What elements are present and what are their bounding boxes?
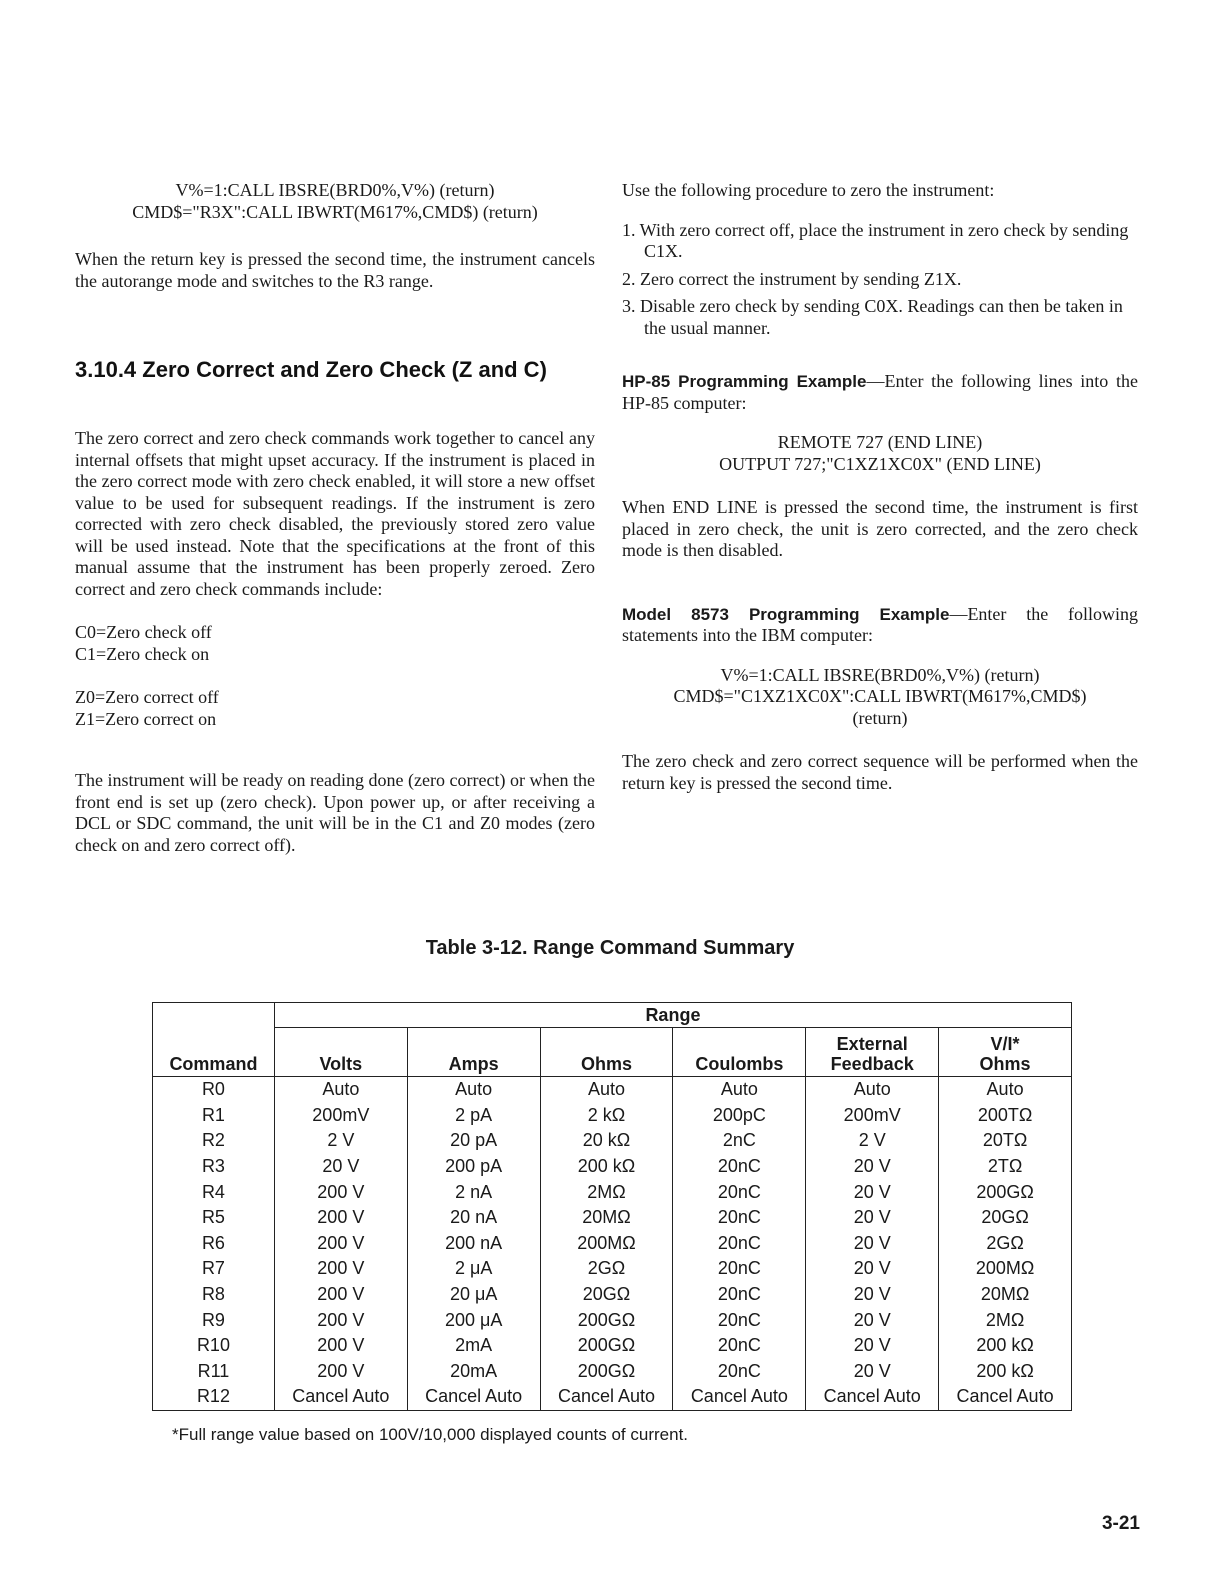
table-row	[153, 1256, 1072, 1282]
table-cell: 200 kΩ	[939, 1333, 1072, 1359]
table-cell: 20nC	[673, 1307, 806, 1333]
table-cell-command: R7	[153, 1256, 275, 1282]
table-cell: 20 nA	[407, 1205, 540, 1231]
table-cell: 200 kΩ	[540, 1154, 673, 1180]
command-list-zero-correct	[75, 687, 595, 730]
table-cell: 200mV	[806, 1103, 939, 1129]
table-cell: Auto	[274, 1077, 407, 1103]
model8573-example-title: Model 8573 Programming Example	[622, 604, 950, 624]
table-cell: 20mA	[407, 1359, 540, 1385]
hp85-example-text: —Enter the following lines into the HP-85 computer:	[622, 371, 1138, 413]
code-line: V%=1:CALL IBSRE(BRD0%,V%) (return)	[175, 180, 495, 200]
table-cell: 2MΩ	[939, 1307, 1072, 1333]
table-cell: 200GΩ	[939, 1179, 1072, 1205]
table-cell: 2 kΩ	[540, 1103, 673, 1129]
table-cell: 200 V	[274, 1359, 407, 1385]
paragraph-ready-state: The instrument will be ready on reading done (zero correct) or when the front end is set up (zero check). Upon power up, or after receiving a DCL or SDC command, the unit will be in the C1 and Z0 modes (zero check on and zero correct off).	[75, 770, 595, 855]
table-cell: 20GΩ	[939, 1205, 1072, 1231]
header-line: V/I*	[990, 1034, 1020, 1054]
model8573-example	[622, 604, 1138, 647]
procedure-steps	[622, 220, 1138, 340]
page-number: 3-21	[1101, 1513, 1140, 1534]
procedure-step: 2. Zero correct the instrument by sending Z1X.	[622, 268, 962, 289]
table-cell: 20 V	[806, 1231, 939, 1257]
table-cell: 2mA	[407, 1333, 540, 1359]
table-cell-command: R0	[153, 1077, 275, 1103]
column-header-amps: Amps	[407, 1028, 540, 1077]
code-line: CMD$="R3X":CALL IBWRT(M617%,CMD$) (return)	[132, 201, 538, 222]
table-cell: Cancel Auto	[274, 1384, 407, 1410]
table-cell-command: R9	[153, 1307, 275, 1333]
code-block-r3	[75, 180, 595, 223]
table-cell: 20 V	[274, 1154, 407, 1180]
table-cell: 200 kΩ	[939, 1359, 1072, 1385]
table-header-row	[153, 1028, 1072, 1077]
table-cell: 200 V	[274, 1256, 407, 1282]
table-cell: 2 μA	[407, 1256, 540, 1282]
paragraph-zero-description: The zero correct and zero check commands work together to cancel any internal offsets that might upset accuracy. If the instrument is placed in the zero correct mode with zero check enabled, it will store a new offset value to be used for subsequent readings. If the instrument is zero corrected with zero check disabled, the previously stored zero value will be used instead. Note that the specifications at the front of this manual assume that the instrument has been properly zeroed. Zero correct and zero check commands include:	[75, 428, 595, 599]
table-cell-command: R5	[153, 1205, 275, 1231]
table-row	[153, 1205, 1072, 1231]
model8573-example-text: —Enter the following statements into the IBM computer:	[622, 603, 1138, 645]
table-cell: Cancel Auto	[806, 1384, 939, 1410]
table-cell: 2 nA	[407, 1179, 540, 1205]
table-cell: 200 nA	[407, 1231, 540, 1257]
table-row	[153, 1333, 1072, 1359]
table-row	[153, 1103, 1072, 1129]
command-list-zero-check	[75, 622, 595, 665]
table-cell: 20 V	[806, 1282, 939, 1308]
table-cell: 2GΩ	[540, 1256, 673, 1282]
left-column	[75, 180, 595, 292]
table-cell: Cancel Auto	[673, 1384, 806, 1410]
header-line: Ohms	[979, 1054, 1031, 1074]
table-cell: 2 V	[806, 1128, 939, 1154]
table-cell: 20 kΩ	[540, 1128, 673, 1154]
header-line: External	[836, 1034, 908, 1054]
table-row	[153, 1128, 1072, 1154]
table-cell: 200 V	[274, 1205, 407, 1231]
column-header-external-feedback	[806, 1028, 939, 1077]
code-line: (return)	[852, 707, 908, 728]
header-line: Feedback	[830, 1054, 914, 1074]
table-cell: 20 V	[806, 1154, 939, 1180]
table-cell: 20MΩ	[540, 1205, 673, 1231]
table-cell: 20GΩ	[540, 1282, 673, 1308]
table-cell: 200TΩ	[939, 1103, 1072, 1129]
table-cell: Cancel Auto	[939, 1384, 1072, 1410]
table-cell: Auto	[806, 1077, 939, 1103]
table-cell-command: R4	[153, 1179, 275, 1205]
table-cell: 200GΩ	[540, 1359, 673, 1385]
table-footnote: *Full range value based on 100V/10,000 displayed counts of current.	[172, 1425, 689, 1444]
table-cell: 20nC	[673, 1205, 806, 1231]
table-cell-command: R11	[153, 1359, 275, 1385]
table-cell: 20 V	[806, 1256, 939, 1282]
column-header-ohms: Ohms	[540, 1028, 673, 1077]
table-cell-command: R6	[153, 1231, 275, 1257]
column-header-volts: Volts	[274, 1028, 407, 1077]
procedure-step: 3. Disable zero check by sending C0X. Readings can then be taken in the usual manner.	[622, 296, 1123, 338]
table-row	[153, 1384, 1072, 1410]
table-cell: 200 V	[274, 1307, 407, 1333]
code-line: CMD$="C1XZ1XC0X":CALL IBWRT(M617%,CMD$)	[673, 686, 1087, 706]
model8573-result: The zero check and zero correct sequence will be performed when the return key is pressed the second time.	[622, 751, 1138, 793]
table-cell: 200 V	[274, 1333, 407, 1359]
table-cell: 20nC	[673, 1256, 806, 1282]
right-column	[622, 180, 1138, 794]
table-cell-command: R3	[153, 1154, 275, 1180]
table-row	[153, 1359, 1072, 1385]
table-cell: Auto	[673, 1077, 806, 1103]
table-cell: 20nC	[673, 1231, 806, 1257]
table-row	[153, 1307, 1072, 1333]
table-row	[153, 1154, 1072, 1180]
table-body	[153, 1077, 1072, 1411]
table-cell: 20 V	[806, 1205, 939, 1231]
table-cell: 20 V	[806, 1359, 939, 1385]
table-cell: 2 pA	[407, 1103, 540, 1129]
table-cell: 20 pA	[407, 1128, 540, 1154]
column-group-range: Range	[274, 1003, 1071, 1028]
column-header-coulombs: Coulombs	[673, 1028, 806, 1077]
paragraph-autorange-cancel: When the return key is pressed the second time, the instrument cancels the autorange mode and switches to the R3 range.	[75, 249, 595, 291]
table-cell: 200MΩ	[939, 1256, 1072, 1282]
command-item: Z0=Zero correct off	[75, 687, 219, 707]
table-row	[153, 1179, 1072, 1205]
code-line: OUTPUT 727;"C1XZ1XC0X" (END LINE)	[719, 453, 1041, 474]
column-header-command: Command	[153, 1003, 275, 1077]
hp85-result: When END LINE is pressed the second time, the instrument is first placed in zero check, the unit is zero corrected, and the zero check mode is then disabled.	[622, 497, 1138, 560]
table-cell: 200 V	[274, 1282, 407, 1308]
table-cell: 20nC	[673, 1282, 806, 1308]
table-cell: 200 pA	[407, 1154, 540, 1180]
table-cell: 20 V	[806, 1307, 939, 1333]
table-cell: 200 V	[274, 1231, 407, 1257]
table-cell: 200MΩ	[540, 1231, 673, 1257]
code-line: REMOTE 727 (END LINE)	[777, 432, 983, 452]
table-cell: 20nC	[673, 1179, 806, 1205]
column-header-vi-ohms	[939, 1028, 1072, 1077]
table-cell: 20TΩ	[939, 1128, 1072, 1154]
table-cell-command: R12	[153, 1384, 275, 1410]
table-cell: 2 V	[274, 1128, 407, 1154]
procedure-intro: Use the following procedure to zero the instrument:	[622, 180, 995, 200]
table-header-range-row	[153, 1003, 1072, 1028]
table-cell-command: R2	[153, 1128, 275, 1154]
table-cell: 20MΩ	[939, 1282, 1072, 1308]
table-cell: 2TΩ	[939, 1154, 1072, 1180]
table-row	[153, 1077, 1072, 1103]
table-cell: 20nC	[673, 1359, 806, 1385]
table-cell: 20nC	[673, 1154, 806, 1180]
hp85-example	[622, 371, 1138, 414]
table-cell: 2GΩ	[939, 1231, 1072, 1257]
table-cell: 200 μA	[407, 1307, 540, 1333]
code-line: V%=1:CALL IBSRE(BRD0%,V%) (return)	[720, 664, 1040, 685]
hp85-example-title: HP-85 Programming Example	[622, 372, 867, 391]
left-column-lower	[75, 428, 595, 856]
section-heading: 3.10.4 Zero Correct and Zero Check (Z and C)	[75, 357, 547, 382]
table-cell-command: R10	[153, 1333, 275, 1359]
table-cell: 2nC	[673, 1128, 806, 1154]
table-cell: Auto	[939, 1077, 1072, 1103]
table-title: Table 3-12. Range Command Summary	[425, 937, 795, 959]
table-cell-command: R1	[153, 1103, 275, 1129]
table-row	[153, 1282, 1072, 1308]
table-cell: 200GΩ	[540, 1333, 673, 1359]
table-cell: 200GΩ	[540, 1307, 673, 1333]
code-block-hp85	[622, 432, 1138, 475]
table-cell: 200mV	[274, 1103, 407, 1129]
table-cell: 20 V	[806, 1333, 939, 1359]
table-cell: Cancel Auto	[540, 1384, 673, 1410]
table-cell: 20nC	[673, 1333, 806, 1359]
procedure-step: 1. With zero correct off, place the instrument in zero check by sending C1X.	[622, 219, 1129, 261]
table-cell: Auto	[540, 1077, 673, 1103]
table-cell: Cancel Auto	[407, 1384, 540, 1410]
table-cell: 200 V	[274, 1179, 407, 1205]
table-cell: 20 μA	[407, 1282, 540, 1308]
table-cell: Auto	[407, 1077, 540, 1103]
code-block-8573	[622, 665, 1138, 730]
table-cell: 2MΩ	[540, 1179, 673, 1205]
command-item: C1=Zero check on	[75, 643, 210, 664]
command-item: C0=Zero check off	[75, 622, 212, 642]
table-cell: 20 V	[806, 1179, 939, 1205]
table-cell-command: R8	[153, 1282, 275, 1308]
command-item: Z1=Zero correct on	[75, 708, 217, 729]
range-command-table	[152, 1002, 1072, 1411]
table-row	[153, 1231, 1072, 1257]
table-cell: 200pC	[673, 1103, 806, 1129]
